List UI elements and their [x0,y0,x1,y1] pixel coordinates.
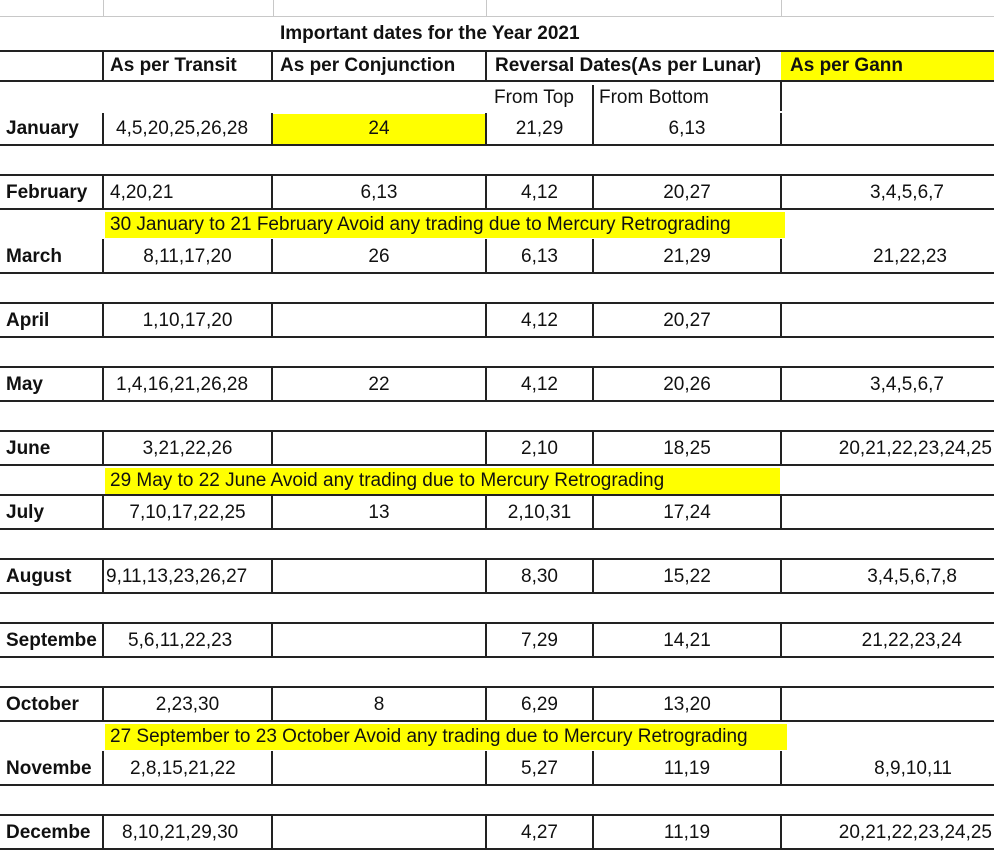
transit-dates: 7,10,17,22,25 [129,502,246,523]
conjunction-dates: 24 [368,118,390,139]
gann-dates: 20,21,22,23,24,25 [838,822,992,843]
transit-dates: 2,23,30 [155,694,220,715]
row-line [0,686,994,688]
from-bottom-dates: 21,29 [663,246,711,267]
transit-dates: 3,21,22,26 [142,438,233,459]
from-top-dates: 21,29 [515,118,564,139]
transit-dates: 1,4,16,21,26,28 [116,374,249,395]
row-line [0,494,994,496]
conjunction-dates: 6,13 [360,182,398,203]
from-top-dates: 2,10 [521,438,558,459]
row-line [0,720,994,722]
month-label: April [6,310,50,331]
col-line [102,623,104,657]
col-line [780,113,782,145]
conjunction-dates: 22 [368,374,390,395]
month-label: January [6,118,79,139]
from-bottom-dates: 11,19 [663,822,711,843]
from-bottom-dates: 14,21 [663,630,711,651]
subheader-from-top: From Top [494,87,574,108]
from-top-dates: 4,27 [521,822,558,843]
col-line [780,81,782,111]
row-line [0,558,994,560]
month-label: Novembe [6,758,92,779]
row-line [0,592,994,594]
row-line [0,336,994,338]
from-bottom-dates: 17,24 [663,502,711,523]
from-bottom-dates: 18,25 [663,438,711,459]
col-line [102,175,104,209]
from-bottom-dates: 20,27 [663,310,711,331]
gann-dates: 8,9,10,11 [874,758,952,779]
transit-dates: 9,11,13,23,26,27 [106,566,248,587]
from-top-dates: 4,12 [521,182,558,203]
transit-dates: 4,5,20,25,26,28 [116,118,249,139]
col-line [102,113,104,145]
from-bottom-dates: 13,20 [663,694,711,715]
row-line [0,656,994,658]
row-line [0,814,994,816]
col-line [485,51,487,81]
retrograde-note [110,725,748,749]
subheader-from-bottom: From Bottom [599,87,709,108]
header-gann: As per Gann [790,55,903,76]
note-overflow-text: rading [694,726,748,747]
month-label: June [6,438,51,459]
transit-dates: 8,10,21,29,30 [122,822,239,843]
col-line [271,751,273,785]
gann-dates: 3,4,5,6,7,8 [867,566,957,587]
month-label: Septembe [6,630,97,651]
col-line [102,367,104,401]
transit-dates: 4,20,21 [110,182,174,203]
row-line [0,208,994,210]
from-top-dates: 4,12 [521,310,558,331]
gann-dates: 21,22,23,24 [861,630,962,651]
col-line [592,85,594,113]
conjunction-dates: 13 [368,502,390,523]
from-bottom-dates: 15,22 [663,566,711,587]
transit-dates: 2,8,15,21,22 [130,758,236,779]
grid-stub-line [0,16,994,17]
row-line [0,430,994,432]
row-line [0,464,994,466]
note-highlighted-text: 27 September to 23 October Avoid any trading due to Mercury Retrog [110,726,695,747]
col-line [271,815,273,849]
retrograde-note [110,213,731,237]
transit-dates: 5,6,11,22,23 [128,630,233,651]
header-conjunction: As per Conjunction [280,55,456,76]
month-label: July [6,502,45,523]
col-line [271,303,273,337]
from-bottom-dates: 6,13 [668,118,706,139]
month-label: August [6,566,72,587]
retrograde-note [110,469,664,493]
grid-stub [273,0,274,17]
month-label: October [6,694,79,715]
from-bottom-dates: 11,19 [663,758,711,779]
transit-dates: 8,11,17,20 [143,246,232,267]
row-line [0,784,994,786]
row-line [0,400,994,402]
col-line [102,559,104,593]
conjunction-dates: 8 [373,694,385,715]
grid-stub [486,0,487,17]
month-label: February [6,182,88,203]
from-top-dates: 6,29 [521,694,558,715]
note-overflow-text: ding [694,214,731,235]
row-line [0,528,994,530]
row-line [0,302,994,304]
header-transit: As per Transit [110,55,237,76]
from-top-dates: 4,12 [521,374,558,395]
row-line [0,622,994,624]
row-line [0,366,994,368]
from-bottom-dates: 20,27 [663,182,711,203]
month-label: May [6,374,43,395]
from-top-dates: 8,30 [521,566,558,587]
row-line [0,80,994,82]
row-line [0,272,994,274]
header-reversal: Reversal Dates(As per Lunar) [495,55,762,76]
from-top-dates: 7,29 [521,630,558,651]
gann-dates: 20,21,22,23,24,25 [838,438,992,459]
month-label: March [6,246,62,267]
col-line [271,559,273,593]
from-top-dates: 2,10,31 [507,502,572,523]
col-line [102,51,104,81]
row-line [0,144,994,146]
gann-dates: 21,22,23 [873,246,947,267]
col-line [271,51,273,81]
col-line [271,623,273,657]
from-top-dates: 6,13 [521,246,558,267]
gann-dates: 3,4,5,6,7 [870,374,944,395]
transit-dates: 1,10,17,20 [142,310,233,331]
from-bottom-dates: 20,26 [663,374,711,395]
note-highlighted-text: 30 January to 21 February Avoid any trading due to Mercury Retrogra [110,214,695,235]
note-highlighted-text: 29 May to 22 June Avoid any trading due to Mercury Retrograding [110,470,665,491]
col-line [780,495,782,529]
grid-stub [781,0,782,17]
col-line [780,303,782,337]
page-title: Important dates for the Year 2021 [280,23,580,44]
gann-dates: 3,4,5,6,7 [870,182,944,203]
month-label: Decembe [6,822,91,843]
row-line [0,848,994,850]
col-line [271,431,273,465]
col-line [102,751,104,785]
col-line [780,687,782,721]
row-line [0,50,994,52]
conjunction-dates: 26 [368,246,390,267]
grid-stub [103,0,104,17]
from-top-dates: 5,27 [521,758,558,779]
row-line [0,174,994,176]
col-line [102,815,104,849]
